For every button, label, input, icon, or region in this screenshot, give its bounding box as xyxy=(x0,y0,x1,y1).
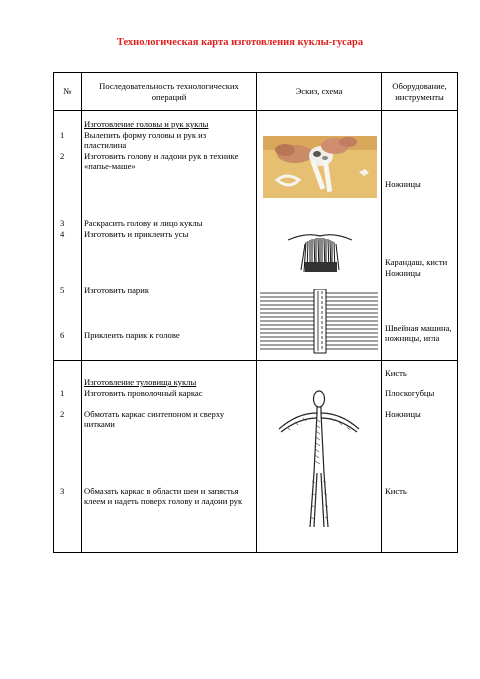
tech-card-table xyxy=(53,72,458,553)
equipment-text: Кисть xyxy=(385,486,407,496)
step-num: 4 xyxy=(60,229,65,239)
section-heading: Изготовление головы и рук куклы xyxy=(84,119,209,129)
num-cell xyxy=(54,361,82,553)
equipment-text: Ножницы xyxy=(385,409,421,419)
step-num: 2 xyxy=(60,409,65,419)
equipment-cell xyxy=(382,111,458,378)
equipment-text: Ножницы xyxy=(385,179,421,189)
header-equipment: Оборудование, инструменты xyxy=(382,73,458,111)
equipment-text: Ножницы xyxy=(385,268,421,278)
step-text: Изготовить парик xyxy=(84,285,149,295)
step-num: 2 xyxy=(60,151,65,161)
operations-cell xyxy=(82,361,257,553)
page-title: Технологическая карта изготовления куклы-гусара xyxy=(116,37,364,48)
section-heading: Изготовление туловища куклы xyxy=(84,377,197,387)
step-num: 5 xyxy=(60,285,65,295)
mustache-sketch-icon xyxy=(281,228,359,278)
sketch-cell xyxy=(257,111,382,361)
step-num: 3 xyxy=(60,218,65,228)
step-text: Изготовить и приклеить усы xyxy=(84,229,189,239)
step-text: Обмотать каркас синтепоном и сверху нитками xyxy=(84,409,225,430)
step-num: 6 xyxy=(60,330,65,340)
step-num: 3 xyxy=(60,486,65,496)
step-num: 1 xyxy=(60,388,65,398)
step-text: Обмазать каркас в области шеи и запястья клеем и надеть поверх голову и ладони рук xyxy=(84,486,243,507)
step-text: Изготовить голову и ладони рук в технике «папье-маше» xyxy=(84,151,239,172)
step-num: 1 xyxy=(60,130,65,140)
header-sketch: Эскиз, схема xyxy=(257,73,382,111)
wig-stitching-sketch-icon xyxy=(260,289,378,357)
equipment-text: Швейная машина, ножницы, игла xyxy=(385,323,452,344)
operations-cell xyxy=(82,111,257,361)
equipment-text: Кисть xyxy=(385,368,407,378)
section-head-row xyxy=(54,111,458,361)
equipment-cell xyxy=(382,361,458,553)
sketch-cell xyxy=(257,361,382,553)
header-num: № xyxy=(54,73,82,111)
step-text: Изготовить проволочный каркас xyxy=(84,388,203,398)
wire-frame-sketch-icon xyxy=(269,389,369,529)
header-operations: Последовательность технологических операций xyxy=(82,73,257,111)
step-text: Вылепить форму головы и рук из пластилина xyxy=(84,130,207,151)
table-header-row xyxy=(54,73,458,111)
equipment-text: Плоскогубцы xyxy=(385,388,435,398)
papier-mache-photo-icon xyxy=(263,136,377,198)
step-text: Приклеить парик к голове xyxy=(84,330,180,340)
step-text: Раскрасить голову и лицо куклы xyxy=(84,218,203,228)
num-cell xyxy=(54,111,82,361)
section-head-row xyxy=(54,361,458,553)
equipment-text: Карандаш, кисти xyxy=(385,257,448,267)
